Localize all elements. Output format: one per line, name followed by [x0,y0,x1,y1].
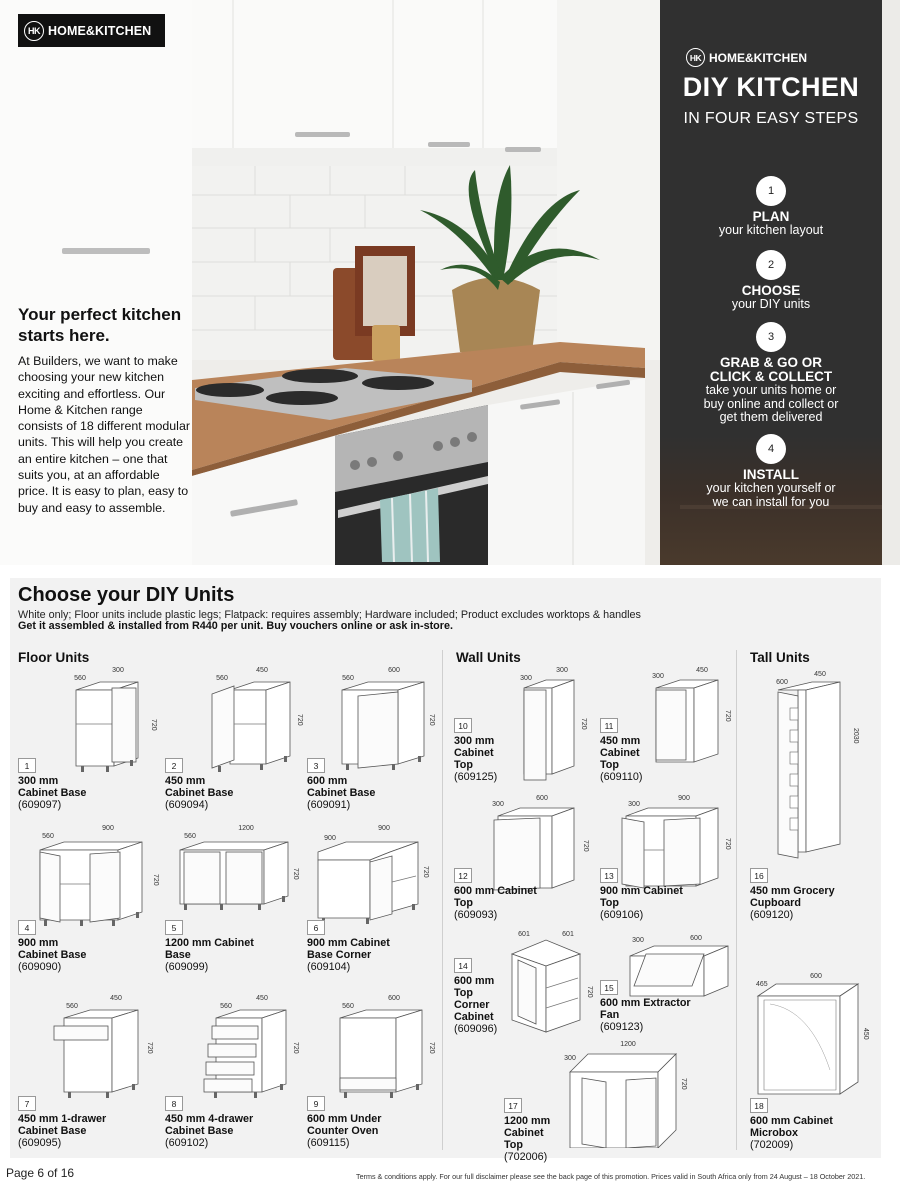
dim-label: 720 [724,710,731,722]
unit-card-18 [750,1098,890,1151]
steps-panel [660,0,882,565]
dim-label: 600 [690,935,702,942]
step-description: your kitchen yourself or we can install for you [706,481,836,509]
panel-title: DIY KITCHEN [682,72,860,102]
hk-logo-icon: HK [686,48,705,67]
unit-name: 900 mm Cabinet Top [600,885,683,909]
units-catalog [10,578,881,1163]
unit-number-badge: 4 [18,920,36,935]
dim-label: 720 [586,986,593,998]
unit-number-badge: 10 [454,718,472,733]
step-number-badge: 2 [756,250,786,280]
dim-label: 560 [74,675,86,682]
step-title: INSTALL [743,467,799,482]
unit-code: (609104) [307,961,351,973]
unit-name: 450 mm Grocery Cupboard [750,885,835,909]
dim-label: 560 [66,1003,78,1010]
dim-label: 600 [776,679,788,686]
step-number-badge: 4 [756,434,786,464]
unit-code: (609093) [454,909,498,921]
unit-card-2 [165,758,305,811]
step-title: PLAN [752,209,790,224]
unit-code: (609123) [600,1021,644,1033]
dim-label: 900 [678,795,690,802]
dim-label: 900 [378,825,390,832]
dim-label: 300 [652,673,664,680]
panel-subtitle: IN FOUR EASY STEPS [683,110,859,127]
step-number-badge: 1 [756,176,786,206]
unit-code: (702009) [750,1139,794,1151]
brand-name: HOME&KITCHEN [48,23,152,38]
dim-label: 720 [146,1042,153,1054]
unit-name: 600 mm Top Corner Cabinet [454,975,495,1023]
unit-card-13 [600,868,740,921]
dim-label: 720 [582,840,589,852]
unit-number-badge: 6 [307,920,325,935]
panel-brand-logo [686,48,807,67]
step-description: your DIY units [731,297,811,311]
step-title: GRAB & GO OR CLICK & COLLECT [709,355,833,384]
unit-number-badge: 8 [165,1096,183,1111]
step-description: take your units home or buy online and collect or get them delivered [703,383,839,424]
dim-label: 300 [632,937,644,944]
unit-card-4 [18,920,158,973]
terms-disclaimer: Terms & conditions apply. For our full disclaimer please see the back page of this promotion. Prices valid in South Africa only from 24 August – 18 October 2021. [356,1172,866,1181]
catalog-title: Choose your DIY Units [18,584,235,606]
unit-card-17 [504,1098,644,1163]
step-grab-and-go [660,322,882,425]
dim-label: 720 [292,1042,299,1054]
page-number: Page 6 of 16 [6,1166,75,1180]
unit-code: (609099) [165,961,209,973]
catalog-install-note: Get it assembled & installed from R440 per unit. Buy vouchers online or ask in-store. [18,620,453,632]
unit-name: 450 mm 1-drawer Cabinet Base [18,1113,107,1137]
dim-label: 450 [110,995,122,1002]
unit-code: (609120) [750,909,794,921]
dim-label: 720 [296,714,303,726]
unit-number-badge: 2 [165,758,183,773]
step-title: CHOOSE [741,283,801,298]
unit-code: (609106) [600,909,644,921]
unit-name: 900 mm Cabinet Base Corner [307,937,390,961]
dim-label: 600 [536,795,548,802]
step-number-badge: 3 [756,322,786,352]
unit-code: (702006) [504,1151,548,1163]
dim-label: 2030 [852,728,859,744]
unit-number-badge: 15 [600,980,618,995]
dim-label: 601 [518,931,530,938]
dim-label: 560 [342,675,354,682]
section-divider [442,650,443,1150]
unit-code: (609090) [18,961,62,973]
unit-number-badge: 17 [504,1098,522,1113]
dim-label: 560 [342,1003,354,1010]
dim-label: 450 [256,667,268,674]
unit-number-badge: 13 [600,868,618,883]
unit-9-drawing [328,992,438,1102]
unit-number-badge: 14 [454,958,472,973]
unit-name: 600 mm Under Counter Oven [307,1113,382,1137]
dim-label: 900 [102,825,114,832]
unit-name: 300 mm Cabinet Top [454,735,495,771]
unit-name: 450 mm Cabinet Base [165,775,234,799]
section-tall-units: Tall Units [750,650,810,665]
unit-card-9 [307,1096,447,1149]
unit-16-drawing [762,668,862,868]
dim-label: 450 [862,1028,869,1040]
hk-logo-icon: HK [24,21,44,41]
dim-label: 450 [256,995,268,1002]
unit-card-8 [165,1096,305,1149]
unit-name: 300 mm Cabinet Base [18,775,87,799]
unit-7-drawing [50,992,160,1102]
unit-card-11 [600,718,740,783]
unit-card-7 [18,1096,158,1149]
unit-name: 600 mm Cabinet Top [454,885,537,909]
dim-label: 720 [680,1078,687,1090]
unit-number-badge: 1 [18,758,36,773]
panel-brand-name: HOME&KITCHEN [709,50,807,65]
unit-number-badge: 5 [165,920,183,935]
unit-number-badge: 12 [454,868,472,883]
unit-card-10 [454,718,594,783]
unit-code: (609096) [454,1023,498,1035]
unit-number-badge: 11 [600,718,618,733]
intro-text-block [18,304,190,516]
step-install [660,434,882,509]
unit-number-badge: 7 [18,1096,36,1111]
hero-banner [0,0,900,565]
dim-label: 450 [814,671,826,678]
dim-label: 720 [292,868,299,880]
unit-code: (609097) [18,799,62,811]
unit-4-drawing [30,822,160,932]
unit-card-6 [307,920,447,973]
step-choose [660,250,882,312]
unit-name: 600 mm Extractor Fan [600,997,691,1021]
section-wall-units: Wall Units [456,650,521,665]
dim-label: 720 [150,719,157,731]
unit-card-16 [750,868,890,921]
dim-label: 300 [628,801,640,808]
unit-name: 600 mm Cabinet Base [307,775,376,799]
dim-label: 560 [42,833,54,840]
unit-name: 600 mm Cabinet Microbox [750,1115,833,1139]
section-floor-units: Floor Units [18,650,90,665]
unit-name: 900 mm Cabinet Base [18,937,87,961]
dim-label: 720 [152,874,159,886]
dim-label: 300 [556,667,568,674]
unit-code: (609091) [307,799,351,811]
intro-body: At Builders, we want to make choosing your new kitchen exciting and effortless. Our Home & Kitchen range consists of 18 different modular units. This will help you create an entire kitchen – one that suits you, at an affordable price. It is easy to plan, easy to buy and easy to assemble. [18,354,190,515]
unit-number-badge: 16 [750,868,768,883]
step-description: your kitchen layout [718,223,824,237]
dim-label: 600 [388,995,400,1002]
unit-code: (609115) [307,1137,350,1149]
dim-label: 1200 [620,1041,636,1048]
dim-label: 300 [492,801,504,808]
dim-label: 560 [220,1003,232,1010]
unit-card-12 [454,868,594,921]
unit-code: (609110) [600,771,643,783]
unit-6-drawing [310,822,430,932]
dim-label: 900 [324,835,336,842]
unit-card-5 [165,920,305,973]
dim-label: 1200 [238,825,254,832]
dim-label: 720 [422,866,429,878]
dim-label: 560 [216,675,228,682]
catalog-note: White only; Floor units include plastic legs; Flatpack: requires assembly; Hardware included; Product excludes worktops & handles [18,609,641,621]
unit-code: (609094) [165,799,209,811]
unit-name: 1200 mm Cabinet Top [504,1115,551,1151]
unit-5-drawing [170,822,300,932]
unit-card-3 [307,758,447,811]
dim-label: 300 [520,675,532,682]
unit-number-badge: 9 [307,1096,325,1111]
unit-18-drawing [750,970,875,1100]
unit-code: (609125) [454,771,498,783]
intro-heading: Your perfect kitchen starts here. [18,305,182,345]
unit-card-1 [18,758,158,811]
dim-label: 300 [564,1055,576,1062]
dim-label: 720 [580,718,587,730]
dim-label: 720 [724,838,731,850]
unit-number-badge: 18 [750,1098,768,1113]
dim-label: 600 [810,973,822,980]
unit-name: 450 mm Cabinet Top [600,735,641,771]
dim-label: 720 [428,1042,435,1054]
dim-label: 465 [756,981,768,988]
step-plan [660,176,882,238]
dim-label: 600 [388,667,400,674]
brand-logo [18,14,165,47]
dim-label: 720 [428,714,435,726]
dim-label: 601 [562,931,574,938]
unit-number-badge: 3 [307,758,325,773]
unit-name: 1200 mm Cabinet Base [165,937,254,961]
unit-card-15 [600,980,740,1033]
unit-code: (609102) [165,1137,209,1149]
dim-label: 300 [112,667,124,674]
unit-8-drawing [190,992,310,1102]
unit-code: (609095) [18,1137,62,1149]
unit-card-14 [454,958,594,1035]
unit-name: 450 mm 4-drawer Cabinet Base [165,1113,254,1137]
dim-label: 560 [184,833,196,840]
dim-label: 450 [696,667,708,674]
